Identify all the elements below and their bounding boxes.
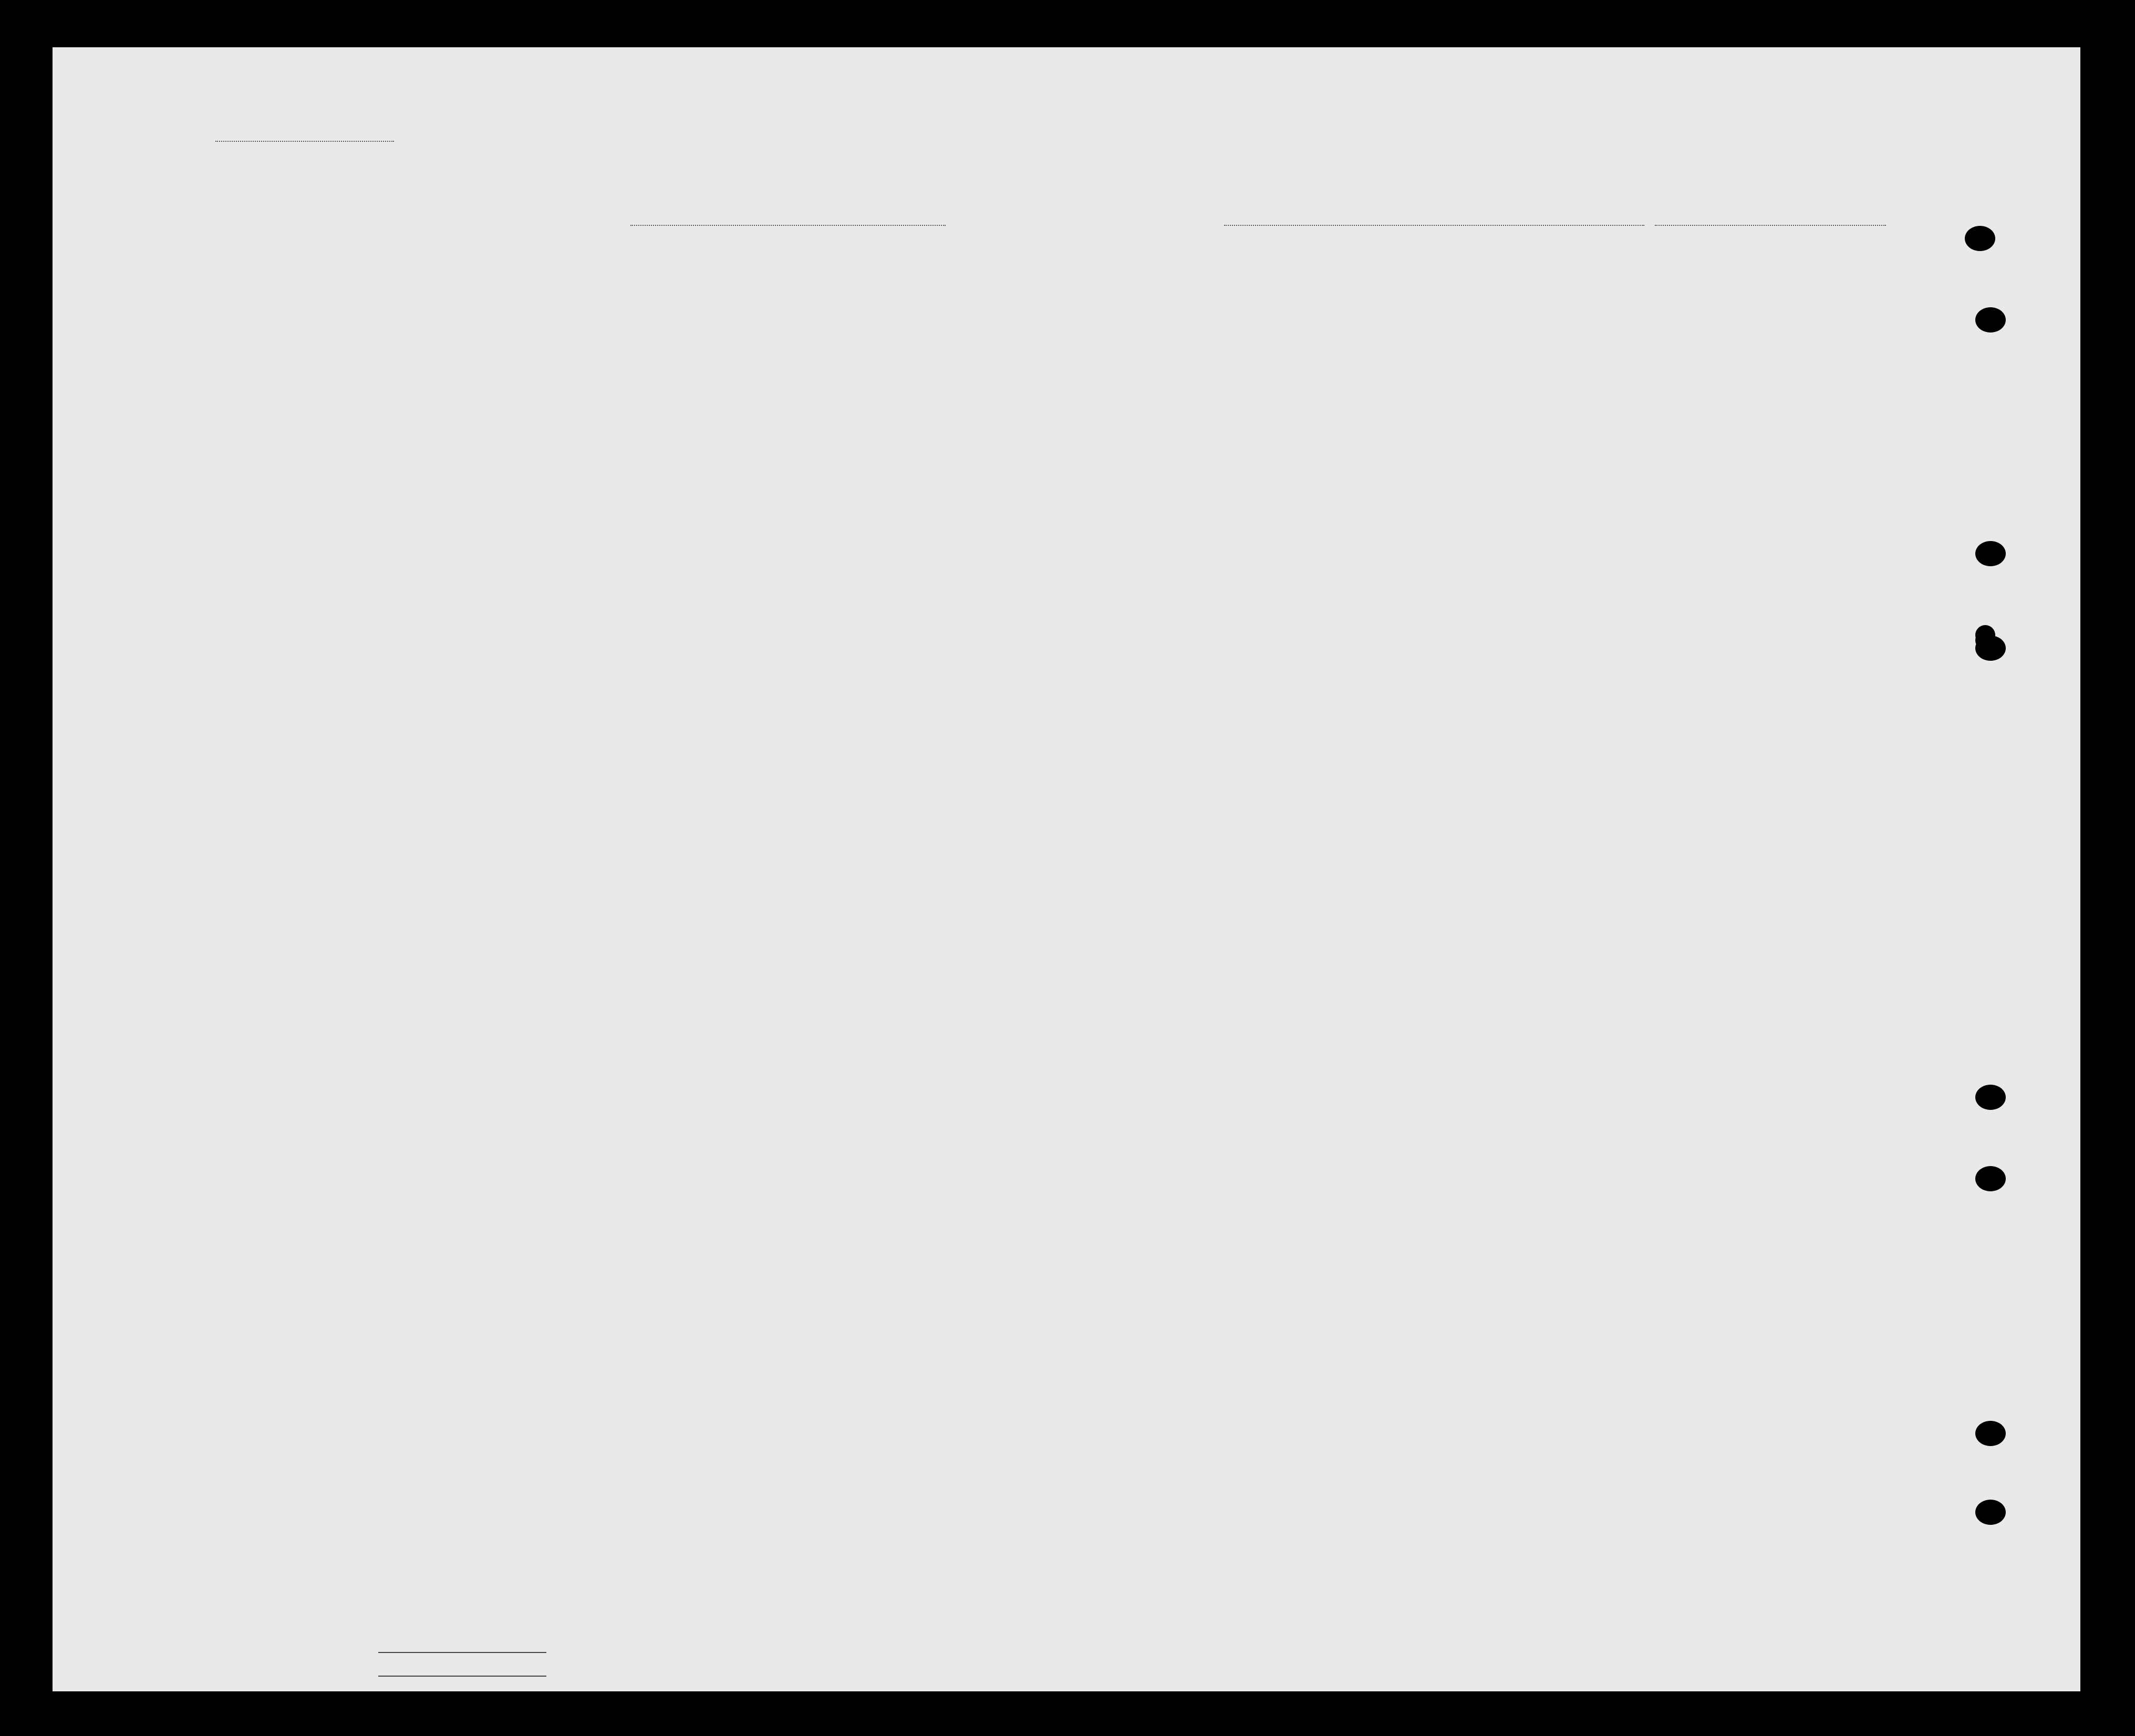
us-citizens-line xyxy=(378,1676,546,1677)
punch-hole xyxy=(1975,1085,2006,1110)
total-passengers-line xyxy=(378,1652,546,1653)
punch-hole xyxy=(1975,636,2006,661)
punch-hole xyxy=(1975,1166,2006,1191)
punch-hole xyxy=(1965,226,1995,251)
manifest-sheet xyxy=(53,47,2080,1691)
punch-hole xyxy=(1975,1421,2006,1446)
punch-hole xyxy=(1975,1500,2006,1525)
punch-hole xyxy=(1975,541,2006,566)
punch-hole xyxy=(1975,307,2006,332)
column-headers xyxy=(53,47,2080,436)
